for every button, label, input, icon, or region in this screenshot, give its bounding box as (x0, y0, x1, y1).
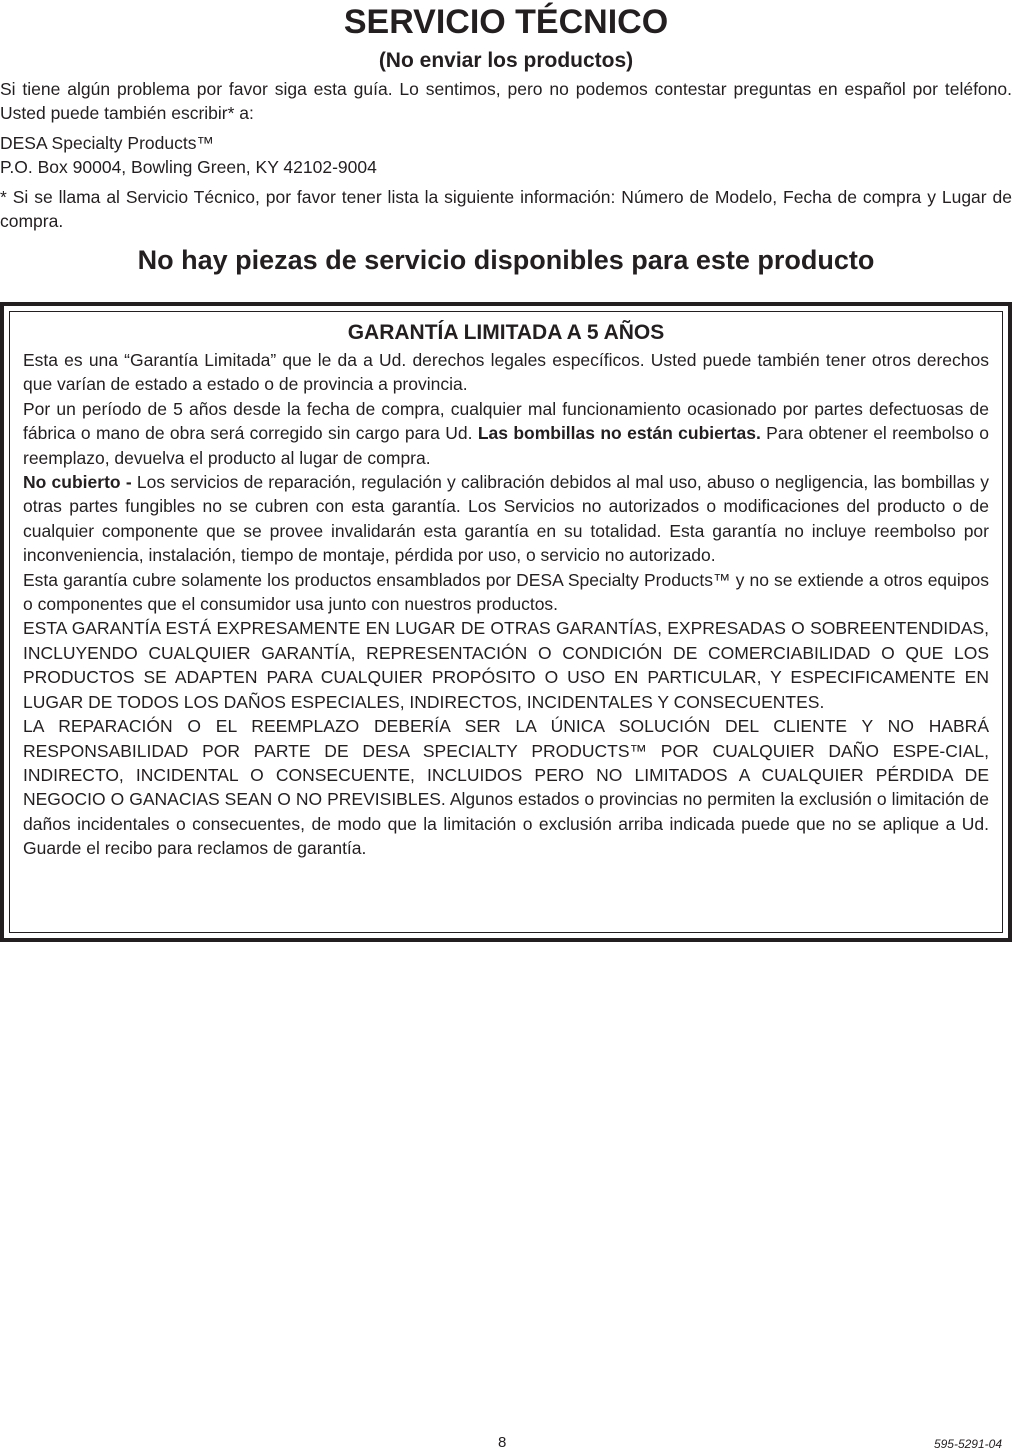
warranty-body (23, 348, 989, 861)
warranty-p2-text-a: Por un período de 5 años desde la fecha de compra, cualquier mal funcionamiento ocasionado por partes defectuosas de fábrica o mano de obra será corregido sin cargo para Ud. (23, 398, 989, 444)
liability-caps-text: LA REPARACIÓN O EL REEMPLAZO DEBERÍA SER LA ÚNICA SOLUCIÓN DEL CLIENTE Y NO HABRÁ RESPONSABILIDAD POR PARTE DE DESA SPECIALTY PRODUCTS™ POR CUALQUIER DAÑO ESPE-CIAL, INDIRECTO, INCIDENTAL O CONSECUENTE, INCLUIDOS PERO NO LIMITADOS A CUALQUIER PÉRDIDA DE NEGOCIO O GANACIAS SEAN O NO PREVISIBLES. (23, 716, 989, 810)
service-intro (0, 78, 1012, 233)
warranty-paragraph-2 (23, 397, 989, 470)
bulbs-not-covered: Las bombillas no están cubiertas. (477, 423, 761, 444)
intro-paragraph: Si tiene algún problema por favor siga esta guía. Lo sentimos, pero no podemos contestar preguntas en español por teléfono. Usted puede también escribir* a: (0, 79, 1012, 123)
warranty-p2-text-b: Para obtener el reembolso o reemplazo, devuelva el producto al lugar de compra. (23, 423, 989, 468)
warranty-box (0, 302, 1012, 942)
warranty-paragraph-1: Esta es una “Garantía Limitada” que le da a Ud. derechos legales específicos. Usted puede también tener otros derechos que varían de estado a estado o de provincia a provincia. (23, 350, 989, 395)
page-title: SERVICIO TÉCNICO (343, 3, 669, 41)
page-number: 8 (498, 1434, 507, 1451)
warranty-paragraph-6 (23, 714, 989, 860)
liability-rest-text: Algunos estados o provincias no permiten la exclusión o limitación de daños incidentales o consecuentes, de modo que la limitación o exclusión arriba indicada puede que no se aplique a Ud. Guarde el recibo para reclamos de garantía. (23, 789, 989, 859)
page-subtitle: (No enviar los productos) (378, 49, 634, 72)
company-name: DESA Specialty Products™ (0, 133, 214, 153)
warranty-paragraph-5: ESTA GARANTÍA ESTÁ EXPRESAMENTE EN LUGAR DE OTRAS GARANTÍAS, EXPRESADAS O SOBREENTENDIDAS, INCLUYENDO CUALQUIER GARANTÍA, REPRESENTACIÓN O CONDICIÓN DE COMERCIABILIDAD O QUE LOS PRODUCTOS SE ADAPTEN PARA CUALQUIER PROPÓSITO O USO EN PARTICULAR, Y ESPECIFICAMENTE EN LUGAR DE TODOS LOS DAÑOS ESPECIALES, INDIRECTOS, INCIDENTALES Y CONSECUENTES. (23, 618, 989, 712)
company-address: P.O. Box 90004, Bowling Green, KY 42102-9004 (0, 156, 377, 177)
not-covered-label: No cubierto - (23, 472, 137, 493)
not-covered-text: Los servicios de reparación, regulación y calibración debidos al mal uso, abuso o negligencia, las bombillas y otras partes fungibles no se cubren con esta garantía. Los Servicios no autorizados o modificaciones del producto o de cualquier componente que se provee invalidarán esta garantía en su totalidad. Esta garantía no incluye reembolso por inconveniencia, instalación, tiempo de montaje, pérdida por uso, o servicio no autorizado. (23, 472, 989, 566)
document-code: 595-5291-04 (933, 1437, 1002, 1451)
no-parts-notice: No hay piezas de servicio disponibles para este producto (137, 245, 875, 275)
intro-footnote: * Si se llama al Servicio Técnico, por favor tener lista la siguiente información: Número de Modelo, Fecha de compra y Lugar de compra. (0, 187, 1012, 231)
warranty-paragraph-4: Esta garantía cubre solamente los productos ensamblados por DESA Specialty Products™ y no se extiende a otros equipos o componentes que el consumidor usa junto con nuestros productos. (23, 569, 989, 615)
warranty-paragraph-3 (23, 470, 989, 568)
warranty-title: GARANTÍA LIMITADA A 5 AÑOS (347, 321, 665, 344)
warranty-inner-frame (9, 311, 1003, 933)
